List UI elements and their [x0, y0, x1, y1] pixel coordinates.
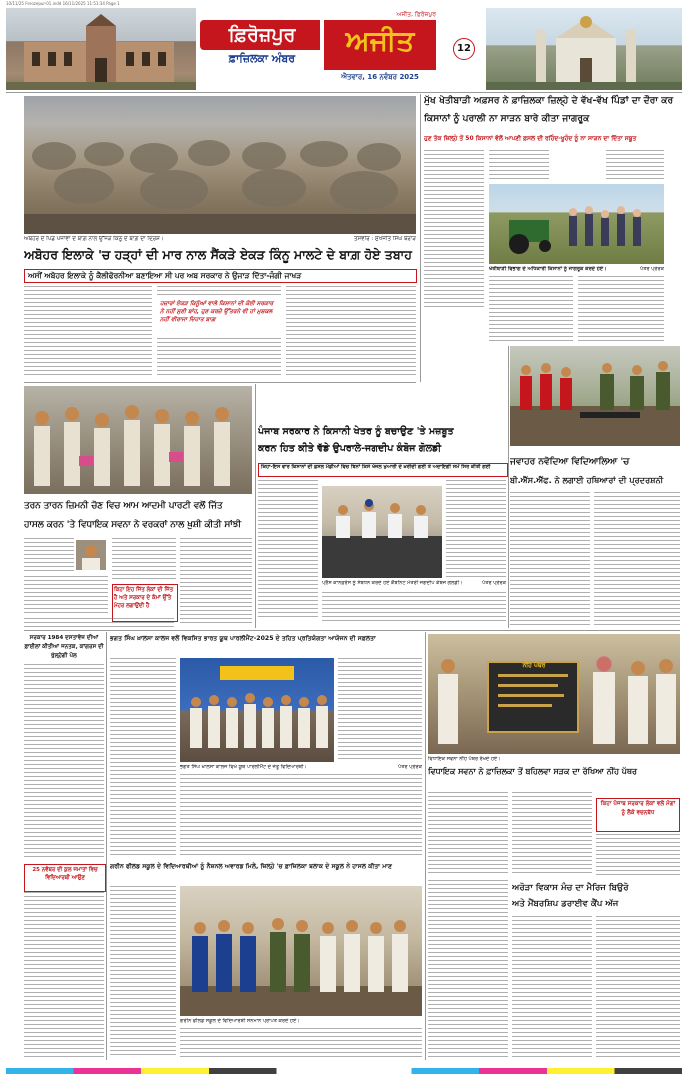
officer-subhead: ਹੁਣ ਤੱਕ ਜ਼ਿਲ੍ਹੇ ਤੋਂ 50 ਕਿਸਾਨਾਂ ਵੱਲੋਂ ਆਪਣੀ ਫ਼ਸਲ ਦੀ ਰਹਿੰਦ-ਖੂਹੰਦ ਨੂੰ ਨਾ ਸਾੜਨ ਦਾ ਦਿੱਤਾ ਸਬੂਤ [424, 135, 637, 142]
college-caption-right: ਪੱਤਰ ਪ੍ਰੇਰਕ [398, 764, 422, 770]
camp-headline-1: ਅਰੋੜਾ ਵਿਕਾਸ ਮੰਚ ਦਾ ਮੈਰਿਜ ਬਿਉਰੋ [512, 883, 629, 893]
masthead-banner [200, 11, 452, 86]
mla-headline: ਵਿਧਾਇਕ ਸਵਨਾ ਨੇ ਫ਼ਾਜ਼ਿਲਕਾ ਤੋਂ ਬਹਿਲਵਾ ਸੜਕ ਦਾ ਰੱਖਿਆ ਨੀਂਹ ਪੱਥਰ [428, 767, 637, 776]
crop-press-photo [322, 486, 442, 578]
school-body-col2b [180, 1028, 422, 1058]
students-weapons-illustration [510, 346, 680, 446]
aap-quote: ਕਿਹਾ ਇਹ ਜਿੱਤ ਲੋਕਾਂ ਦੀ ਜਿੱਤ ਹੈ ਅਤੇ ਸਰਕਾਰ ਦੇ ਕੰਮਾਂ ਉੱਤੇ ਮੋਹਰ ਲਗਾਉਂਦੀ ਹੈ [112, 584, 178, 622]
college-body-col3 [338, 658, 422, 762]
masthead-date: ਐਤਵਾਰ, 16 ਨਵੰਬਰ 2025 [341, 73, 419, 81]
column-rule-5 [425, 632, 426, 1060]
crop-body-col2b [322, 592, 506, 622]
page-number-badge: 12 [453, 38, 475, 60]
camp-body-col2 [596, 916, 680, 1058]
college-headline: ਭਗਤ ਸਿੰਘ ਖ਼ਾਲਸਾ ਕਾਲਜ ਵਲੋਂ ਵਿਕਸਿਤ ਭਾਰਤ ਯੂਥ ਪਾਰਲੀਮੈਂਟ-2025 ਦੇ ਤਹਿਤ ਪ੍ਰਤਿਯੋਗਤਾ ਆਯੋਜਨ ਦੀ ਸਫ਼ਲਤਾ [110, 635, 376, 642]
gurudwara-illustration [486, 8, 682, 90]
orchard-body-col3 [286, 286, 416, 378]
column-rule-4 [106, 632, 107, 1060]
registration-color-bar [6, 1068, 682, 1074]
portrait-illustration [76, 540, 106, 570]
masthead-edition: ਅਜੀਤ, ਫ਼ਿਰੋਜ਼ਪੁਰ [396, 11, 436, 18]
college-group-photo [180, 658, 334, 762]
building-illustration [6, 8, 196, 90]
files-body [24, 664, 104, 860]
mla-body-col3 [596, 834, 680, 876]
masthead-tagline: ਫ਼ਾਜ਼ਿਲਕਾ ਅੰਬਰ [228, 52, 296, 65]
masthead-photo-left [6, 8, 196, 90]
bsf-headline-1: ਜਵਾਹਰ ਨਵੋਦਿਆ ਵਿਦਿਆਲਿਆ 'ਚ [510, 457, 630, 467]
school-photo-caption: ਗਰੀਨ ਫੀਲਡ ਸਕੂਲ ਦੇ ਵਿਦਿਆਰਥੀ ਸਨਮਾਨ ਪ੍ਰਾਪਤ ਕਰਦੇ ਹੋਏ। [180, 1018, 300, 1024]
masthead-photo-right [486, 8, 682, 90]
crop-subhead: ਕਿਹਾ-ਇਸ ਵਾਰ ਕਿਸਾਨਾਂ ਦੀ ਫ਼ਸਲ ਮੰਡੀਆਂ ਵਿਚ ਬਿਨਾਂ ਕਿਸੇ ਖੱਜਲ ਖੁਆਰੀ ਦੇ ਖ਼ਰੀਦੀ ਗਈ ਤੇ ਅਦਾਇਗੀ ਸਮੇਂ ਸਿਰ ਕੀਤੀ ਗਈ [258, 463, 508, 477]
bsf-exhibition-photo [510, 346, 680, 446]
plaque-label: ਨੀਂਹ ਪੱਥਰ [522, 662, 546, 669]
crowd-illustration [24, 386, 252, 494]
aap-celebration-photo [24, 386, 252, 494]
officer-body-col2b [489, 276, 573, 344]
officer-body-col2 [489, 150, 549, 182]
crop-photo-caption: ਪ੍ਰੈੱਸ ਕਾਨਫ਼ਰੰਸ ਨੂੰ ਸੰਬੋਧਨ ਕਰਦੇ ਹੋਏ ਕੈਬਨਿਟ ਮੰਤਰੀ ਜਗਦੀਪ ਕੰਬੋਜ ਗੋਲਡੀ। [322, 580, 463, 586]
officer-headline: ਮੁੱਖ ਖੇਤੀਬਾੜੀ ਅਫ਼ਸਰ ਨੇ ਫ਼ਾਜ਼ਿਲਕਾ ਜ਼ਿਲ੍ਹੇ ਦੇ ਵੱਖ-ਵੱਖ ਪਿੰਡਾਂ ਦਾ ਦੌਰਾ ਕਰ ਕਿਸਾਨਾਂ ਨੂੰ ਪਰਾਲੀ ਨਾ ਸਾੜਨ ਬਾਰੇ ਕੀਤਾ ਜਾਗਰੂਕ [424, 95, 674, 124]
orchard-pull-quote: ਹਜ਼ਾਰਾਂ ਏਕੜ ਕਿਨੂੰਆਂ ਵਾਲੇ ਕਿਸਾਨਾਂ ਦੀ ਕੋਈ ਸਰਕਾਰ ਨੇ ਨਹੀਂ ਸੁਣੀ ਬਾਂਹ, ਹੁਣ ਕਰਜ਼ੇ ਉੱਤਰਨੇ ਵੀ ਹਾਂ ਮੁਸ਼ਕਲ ਨਹੀਂ ਵੀਰਾਜਾ ਦਿਹਾਤ ਬਾਗ਼ [160, 301, 274, 323]
masthead-paper: ਅਜੀਤ [345, 24, 415, 57]
bsf-body-col1 [510, 492, 590, 628]
mla-boxed-quote: ਕਿਹਾ ਪੰਜਾਬ ਸਰਕਾਰ ਲੋਕਾਂ ਵਲੋਂ ਮੰਗਾਂ ਨੂੰ ਲੈਕੇ ਵਚਨਬੱਧ [596, 798, 680, 832]
school-side-body [24, 892, 104, 1058]
aap-body-col3 [180, 538, 252, 624]
orchard-subhead: ਅਸੀਂ ਅਬੋਹਰ ਇਲਾਕੇ ਨੂੰ ਕੈਲੀਫੋਰਨੀਆ ਬਣਾਇਆ ਸੀ ਪਰ ਅਬ ਸਰਕਾਰ ਨੇ ਉਜਾੜ ਦਿੱਤਾ-ਜੰਗੀ ਜਾਖੜ [24, 269, 417, 283]
aap-body-col1b [24, 576, 108, 616]
officer-body-col3 [606, 150, 664, 182]
orchard-photo-caption: ਅਬੋਹਰ ਦੇ ਪਿੰਡ ਪੰਜਾਵਾ ਦੇ ਬਾਗ਼ ਨਾਲ ਉੱਜੜੇ ਕਿਨੂੰ ਦੇ ਬਾਗ਼ ਦਾ ਦ੍ਰਿਸ਼। [24, 236, 164, 242]
column-rule-2 [255, 384, 256, 628]
camp-headline-2: ਅਤੇ ਮੈਂਬਰਸ਼ਿਪ ਡਰਾਈਵ ਕੈਂਪ ਅੱਜ [512, 899, 619, 909]
aap-body-col1 [24, 538, 74, 574]
tractor-field-illustration [489, 184, 664, 264]
college-caption-left: ਭਗਤ ਸਿੰਘ ਖ਼ਾਲਸਾ ਕਾਲਜ ਵਿਖੇ ਯੂਥ ਪਾਰਲੀਮੈਂਟ ਦੇ ਜੇਤੂ ਵਿਦਿਆਰਥੀ। [180, 764, 307, 770]
orchard-photo [24, 96, 416, 234]
officer-photo [489, 184, 664, 264]
file-info-line: 10/11/25 Ferozepur-01.indd 16/11/2025 11:51:34 Page 1 [6, 1, 120, 6]
crop-body-col1 [258, 480, 318, 620]
officer-body-col3b [578, 276, 664, 344]
officer-body-col1 [424, 150, 484, 310]
officer-photo-credit: ਪੱਤਰ ਪ੍ਰੇਰਕ [640, 266, 664, 272]
crop-headline-1: ਪੰਜਾਬ ਸਰਕਾਰ ਨੇ ਕਿਸਾਨੀ ਖੇਤਰ ਨੂੰ ਬਚਾਉਣ 'ਤੇ ਮਜ਼ਬੂਤ [258, 426, 454, 437]
press-conference-illustration [322, 486, 442, 578]
aap-body-col2 [112, 538, 176, 582]
mla-body-lower [428, 880, 508, 1058]
college-body-col1 [110, 658, 176, 858]
aap-body-col1c [24, 618, 174, 628]
mla-body-col2 [512, 792, 592, 876]
column-rule-3 [508, 346, 509, 628]
bsf-headline-2: ਬੀ.ਐੱਸ.ਐੱਫ. ਨੇ ਲਗਾਈ ਹਥਿਆਰਾਂ ਦੀ ਪ੍ਰਦਰਸ਼ਨੀ [510, 475, 664, 485]
mla-body-col1 [428, 792, 508, 876]
aap-headline-2: ਹਾਸਲ ਕਰਨ 'ਤੇ ਵਿਧਾਇਕ ਸਵਨਾ ਨੇ ਵਰਕਰਾਂ ਨਾਲ ਖ਼ੁਸ਼ੀ ਕੀਤੀ ਸਾਂਝੀ [24, 520, 241, 530]
aap-headline-1: ਤਰਨ ਤਾਰਨ ਜ਼ਿਮਨੀ ਚੋਣ ਵਿਚ ਆਮ ਆਦਮੀ ਪਾਰਟੀ ਵਲੋਂ ਜਿੱਤ [24, 501, 223, 511]
college-body-col2b [180, 774, 422, 858]
orchard-headline: ਅਬੋਹਰ ਇਲਾਕੇ 'ਚ ਹੜ੍ਹਾਂ ਦੀ ਮਾਰ ਨਾਲ ਸੈਂਕੜੇ ਏਕੜ ਕਿੰਨੂ ਮਾਲਟੇ ਦੇ ਬਾਗ਼ ਹੋਏ ਤਬਾਹ [24, 247, 412, 262]
orchard-photo-credit: ਤਸਵੀਰ : ਸੁਖਜੀਤ ਸਿੰਘ ਬਰਾੜ [354, 236, 416, 242]
crop-body-col3 [446, 480, 506, 580]
divider-mid-left [24, 382, 416, 383]
masthead-city: ਫ਼ਿਰੋਜ਼ਪੁਰ [228, 24, 296, 46]
orchard-body-col2 [157, 286, 281, 298]
camp-body-col1 [512, 916, 592, 1058]
files-box-title: ਸਰਕਾਰ 1984 ਦਸਤਾਵੇਜ਼ ਦੀਆਂ ਫ਼ਾਈਲਾਂ ਕੀਤੀਆਂ ਜਨਤਕ, ਕਾਂਗਰਸ ਦੀ ਖੁੱਲ੍ਹੇਗੀ ਪੋਲ [24, 635, 104, 659]
foundation-stone-photo [428, 634, 680, 754]
school-body-col1 [110, 886, 176, 1058]
orchard-body-col1 [24, 286, 152, 378]
orchard-body-col2b [157, 338, 281, 378]
crop-photo-credit: ਪੱਤਰ ਪ੍ਰੇਰਕ [482, 580, 506, 586]
orchard-trees-illustration [24, 96, 416, 234]
column-rule-1 [420, 94, 421, 382]
school-award-photo [180, 886, 422, 1016]
crop-headline-2: ਕਰਨ ਹਿਤ ਕੀਤੇ ਵੱਡੇ ਉਪਰਾਲੇ-ਜਗਦੀਪ ਕੰਬੋਜ ਗੋਲਡੀ [258, 443, 442, 454]
mla-photo-caption: ਵਿਧਾਇਕ ਸਵਨਾ ਨੀਂਹ ਪੱਥਰ ਰੱਖਦੇ ਹੋਏ। [428, 756, 501, 762]
school-headline: ਗਰੀਨ ਫੀਲਡ ਸਕੂਲ ਦੇ ਵਿਦਿਆਰਥੀਆਂ ਨੂੰ ਨੈਸ਼ਨਲ ਅਵਾਰਡ ਮਿਲੇ, ਜ਼ਿਲ੍ਹੇ 'ਚ ਫ਼ਾਜ਼ਿਲਕਾ ਬਲਾਕ ਦੇ ਸਕੂਲ ਨੇ ਹਾਸਲ ਕੀਤਾ ਮਾਣ [110, 863, 393, 870]
students-award-illustration [180, 886, 422, 1016]
bsf-body-col2 [594, 492, 680, 628]
officer-photo-caption: ਖੇਤੀਬਾੜੀ ਵਿਭਾਗ ਦੇ ਅਧਿਕਾਰੀ ਕਿਸਾਨਾਂ ਨੂੰ ਜਾਗਰੂਕ ਕਰਦੇ ਹੋਏ। [489, 266, 607, 272]
school-box-title: 25 ਨਵੰਬਰ ਦੀ ਕੁਲ ਜਮਾਤਾਂ ਵਿਚ ਵਿਦਿਆਰਥੀ ਆਉਣ [24, 864, 106, 892]
divider-lower [24, 630, 680, 631]
stage-group-illustration [180, 658, 334, 762]
foundation-stone-illustration [428, 634, 680, 754]
aap-mla-portrait [76, 540, 106, 570]
